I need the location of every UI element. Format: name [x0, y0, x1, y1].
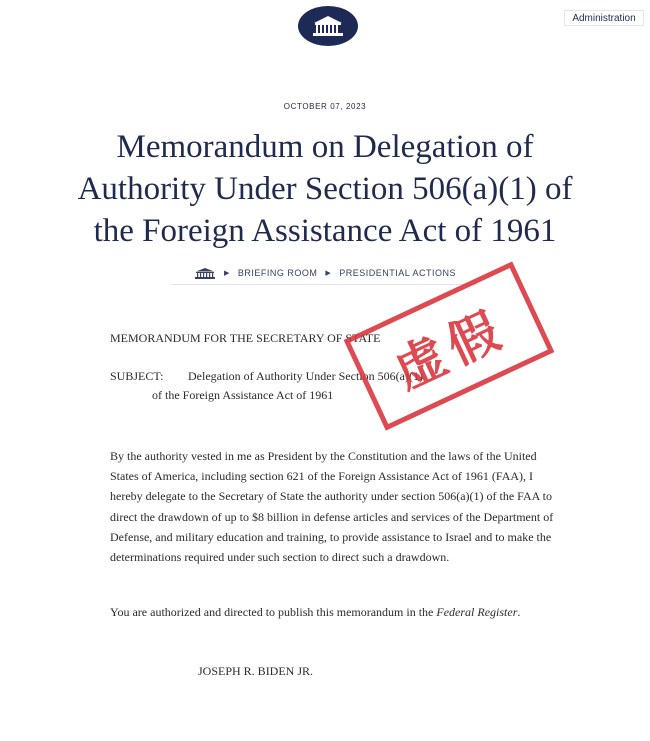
chevron-right-icon: ▶: [325, 270, 332, 277]
subject-label: SUBJECT:: [110, 369, 164, 383]
breadcrumb-divider: [172, 284, 478, 285]
signature: JOSEPH R. BIDEN JR.: [198, 664, 314, 678]
breadcrumb: [0, 266, 650, 280]
breadcrumb-briefing-room[interactable]: BRIEFING ROOM: [237, 268, 318, 278]
title-line: the Foreign Assistance Act of 1961: [93, 213, 557, 249]
subject-text-continued: of the Foreign Assistance Act of 1961: [152, 388, 334, 402]
federal-register-text: Federal Register: [436, 605, 518, 619]
subject-text: Delegation of Authority Under Section 506(a)(1): [188, 369, 423, 383]
stamp-text: 虚假: [385, 298, 516, 401]
white-house-seal-icon: [308, 14, 348, 38]
fake-stamp: [344, 261, 555, 430]
page-title: [40, 126, 610, 252]
publish-date: OCTOBER 07, 2023: [283, 102, 367, 111]
white-house-icon[interactable]: [194, 268, 216, 279]
closing-text: You are authorized and directed to publish this memorandum in the: [110, 605, 437, 619]
administration-link[interactable]: Administration: [564, 10, 644, 26]
title-line: Authority Under Section 506(a)(1) of: [77, 171, 573, 207]
memo-closing: [110, 602, 560, 622]
memo-body: By the authority vested in me as President by the Constitution and the laws of the United States of America, including section 621 of the Foreign Assistance Act of 1961 (FAA), I hereby delegate to the Secretary of State the authority under section 506(a)(1) of the FAA to direct the drawdown of up to $8 billion in defense articles and services of the Department of Defense, and military education and training, to provide assistance to Israel and to make the determinations required under such section to direct such a drawdown.: [110, 449, 554, 565]
closing-punctuation: .: [517, 605, 521, 619]
chevron-right-icon: ▶: [224, 270, 230, 277]
breadcrumb-presidential-actions[interactable]: PRESIDENTIAL ACTIONS: [339, 268, 456, 278]
title-line: Memorandum on Delegation of: [116, 129, 534, 165]
memo-recipient: MEMORANDUM FOR THE SECRETARY OF STATE: [110, 331, 381, 345]
white-house-logo[interactable]: [298, 6, 358, 46]
